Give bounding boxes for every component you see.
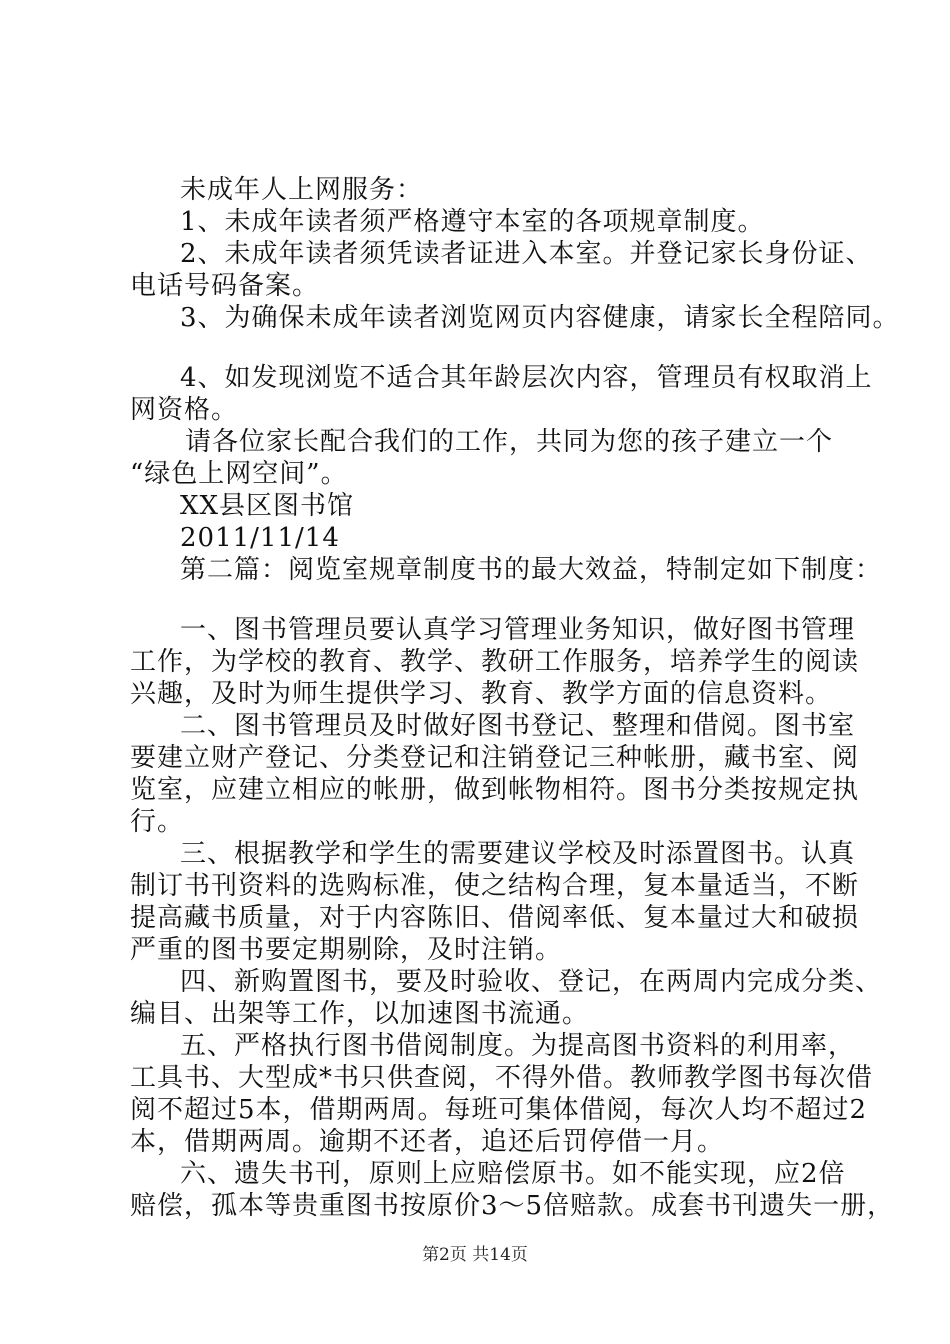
text-line: 3、为确保未成年读者浏览网页内容健康，请家长全程陪同。 [180,303,900,333]
text-line: 提高藏书质量，对于内容陈旧、借阅率低、复本量过大和破损 [130,903,860,933]
text-line: 二、图书管理员及时做好图书登记、整理和借阅。图书室 [180,711,856,741]
text-line: 未成年人上网服务： [180,175,424,205]
text-line: 览室，应建立相应的帐册，做到帐物相符。图书分类按规定执 [130,775,860,805]
text-line: 严重的图书要定期剔除，及时注销。 [130,935,563,965]
text-line: 工作，为学校的教育、教学、教研工作服务，培养学生的阅读 [130,647,860,677]
text-line: 五、严格执行图书借阅制度。为提高图书资料的利用率， [180,1031,856,1061]
text-line: 制订书刊资料的选购标准，使之结构合理，复本量适当，不断 [130,871,860,901]
text-line: 第二篇：阅览室规章制度书的最大效益，特制定如下制度： [180,555,883,585]
text-line: XX县区图书馆 [180,491,355,521]
text-line: 2011/11/14 [180,523,340,553]
text-line: 阅不超过5本，借期两周。每班可集体借阅，每次人均不超过2 [130,1095,868,1125]
text-line: 1、未成年读者须严格遵守本室的各项规章制度。 [180,207,765,237]
page-footer: 第2页 共14页 [422,1245,528,1265]
text-line: 请各位家长配合我们的工作，共同为您的孩子建立一个 [185,427,834,457]
text-line: 行。 [130,807,185,837]
text-line: 2、未成年读者须凭读者证进入本室。并登记家长身份证、 [180,239,873,269]
text-line: 编目、出架等工作，以加速图书流通。 [130,999,590,1029]
text-line: 赔偿，孤本等贵重图书按原价3～5倍赔款。成套书刊遗失一册， [130,1191,895,1221]
text-line: 一、图书管理员要认真学习管理业务知识，做好图书管理 [180,615,856,645]
text-line: 要建立财产登记、分类登记和注销登记三种帐册，藏书室、阅 [130,743,860,773]
text-line: 本，借期两周。逾期不还者，追还后罚停借一月。 [130,1127,725,1157]
text-line: 网资格。 [130,395,239,425]
text-line: 四、新购置图书，要及时验收、登记，在两周内完成分类、 [180,967,883,997]
text-line: 六、遗失书刊，原则上应赔偿原书。如不能实现，应2倍 [180,1159,846,1189]
text-line: 兴趣，及时为师生提供学习、教育、教学方面的信息资料。 [130,679,833,709]
text-line: 4、如发现浏览不适合其年龄层次内容，管理员有权取消上 [180,363,873,393]
text-line: 电话号码备案。 [130,271,320,301]
text-line: “绿色上网空间”。 [130,459,348,489]
text-line: 工具书、大型成*书只供查阅，不得外借。教师教学图书每次借 [130,1063,874,1093]
text-line: 三、根据教学和学生的需要建议学校及时添置图书。认真 [180,839,856,869]
